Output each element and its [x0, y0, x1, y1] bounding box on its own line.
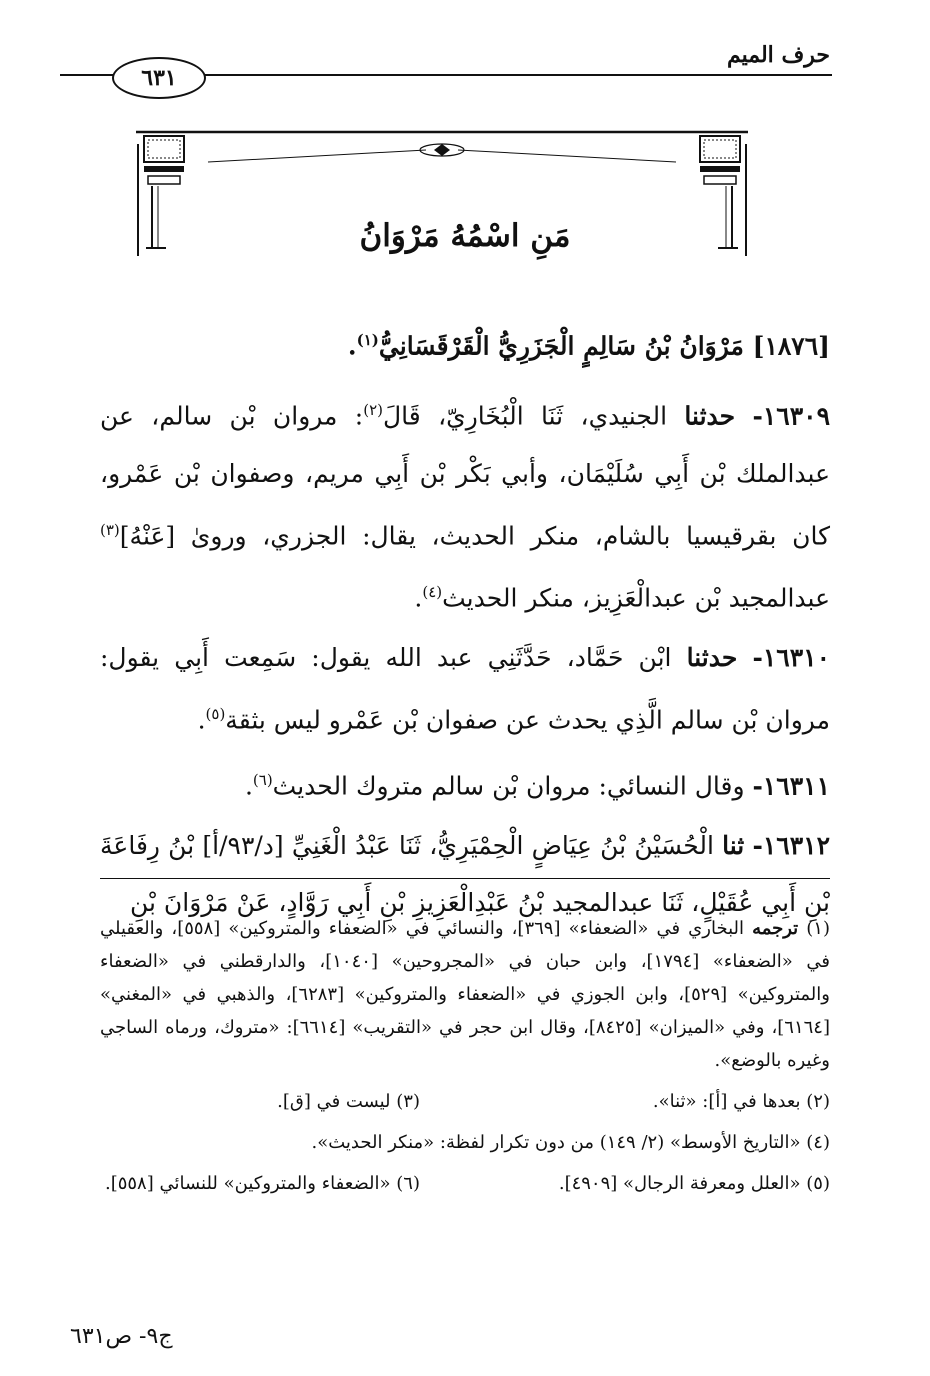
- footnotes: [100, 912, 830, 1200]
- page-number: ٦٣١: [112, 57, 206, 99]
- entry-heading: [١٨٧٦] مَرْوَانُ بْنُ سَالِمٍ الْجَزَرِيُّ الْقَرْقَسَانِيُّ$^{(١)}$.: [347, 331, 830, 361]
- main-body: [100, 312, 830, 934]
- paragraph-16310: ١٦٣١٠- حدثنا ابْن حَمَّاد، حَدَّثَنِي عبد الله يقول: سَمِعت أَبِي يقول: مروان بْن سالم الَّذِي يحدث عن صفوان بْن عَمْرو ليس بثقة$^{(٥)}$.: [100, 643, 830, 735]
- footnote-row-5-6: [100, 1167, 830, 1200]
- footnote-separator: [100, 878, 830, 879]
- footnote-row-2-3: [100, 1085, 830, 1118]
- footnote-5: (٥) «العلل ومعرفة الرجال» [٤٩٠٩].: [558, 1173, 830, 1194]
- section-title: مَنِ اسْمُهُ مَرْوَانُ: [359, 218, 571, 254]
- paragraph-16311: ١٦٣١١- وقال النسائي: مروان بْن سالم متروك الحديث$^{(٦)}$.: [244, 770, 830, 800]
- footnote-1: (١) ترجمه البخاري في «الضعفاء» [٣٦٩]، والنسائي في «الضعفاء والمتروكين» [٥٥٨]، والعقيلي في «الضعفاء» [١٧٩٤]، وابن حبان في «المجروحين» [١٠٤٠]، والدارقطني في «الضعفاء والمتروكين» [٥٢٩]، وابن الجوزي في «الضعفاء والمتروكين» [٦٢٨٣]، والذهبي في «المغني» [٦١٦٤]، وفي «الميزان» [٨٤٢٥]، وقال ابن حجر في «التقريب» [٦٦١٤]: «متروك، ورماه الساجي وغيره بالوضع».: [100, 918, 830, 1071]
- footnote-2: (٢) بعدها في [أ]: «ثنا».: [652, 1091, 830, 1112]
- volume-page-ref: ج٩- ص٦٣١: [70, 1324, 173, 1349]
- footnote-6: (٦) «الضعفاء والمتروكين» للنسائي [٥٥٨].: [104, 1173, 420, 1194]
- paragraph-16312: ١٦٣١٢- ثنا الْحُسَيْنُ بْنُ عِيَاضٍ الْحِمْيَرِيُّ، ثَنَا عَبْدُ الْغَنِيِّ [د/٩٣/أ] بْنُ رِفَاعَةَ بْنِ أَبِي عُقَيْلٍ، ثَنَا عبدالمجيد بْنُ عَبْدِالْعَزِيزِ بْنِ أَبِي رَوَّادٍ، عَنْ مَرْوَانَ بْنِ: [100, 830, 830, 917]
- center-ornament: [420, 144, 464, 156]
- chapter-title: حرف الميم: [726, 42, 830, 68]
- footnote-4: (٤) «التاريخ الأوسط» (٢/ ١٤٩) من دون تكرار لفظة: «منكر الحديث».: [311, 1132, 830, 1153]
- paragraph-16309: ١٦٣٠٩- حدثنا الجنيدي، ثَنَا الْبُخَارِيّ، قَالَ$^{(٢)}$: مروان بْن سالم، عن عبدالملك بْن أَبِي سُلَيْمَان، وأبي بَكْر بْن أَبِي مريم، وصفوان بْن عَمْرو، كان بقرقيسيا بالشام، منكر الحديث، يقال: الجزري، وروىٰ [عَنْهُ]$^{(٣)}$ عبدالمجيد بْن عبدالْعَزِيز، منكر الحديث$^{(٤)}$.: [100, 401, 830, 613]
- footnote-3: (٣) ليست في [ق].: [277, 1091, 420, 1112]
